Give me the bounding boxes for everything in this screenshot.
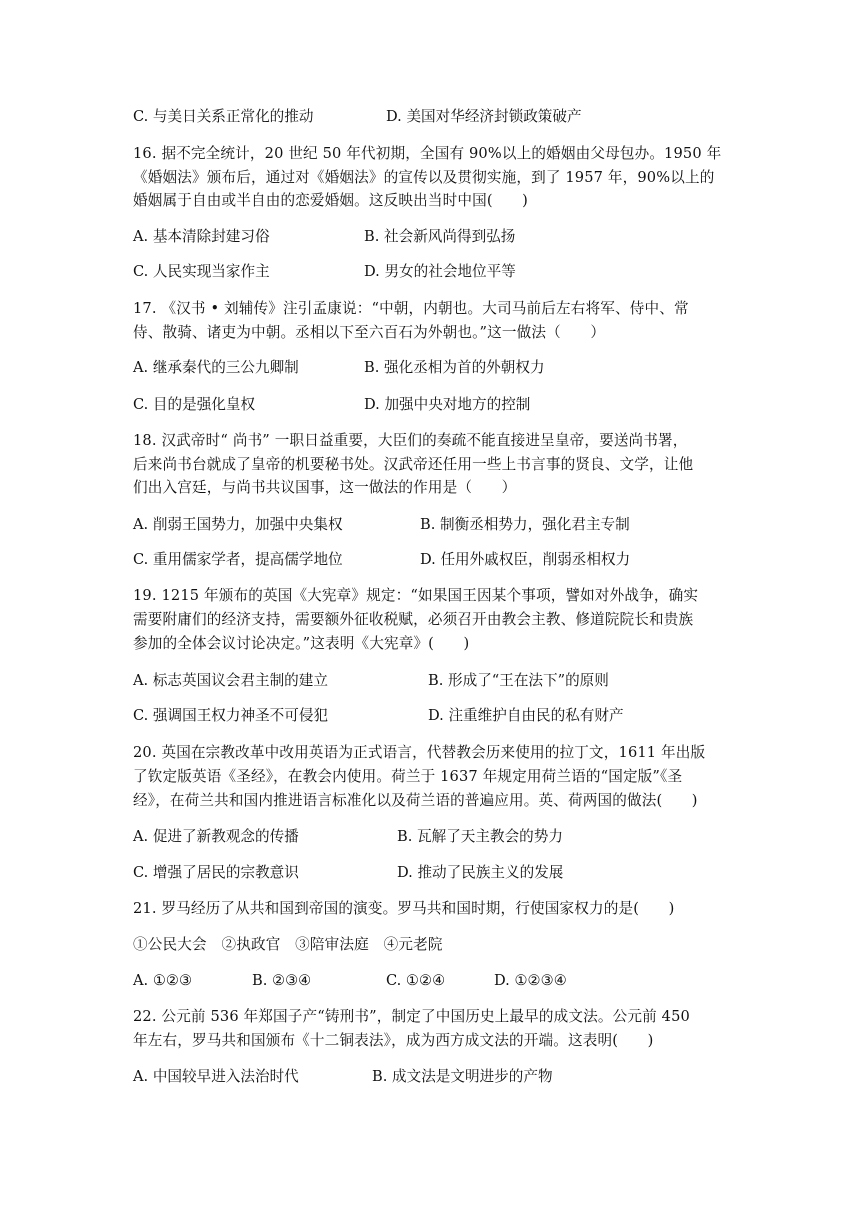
q20-option-a: A. 促进了新教观念的传播 [133, 828, 299, 845]
q16-option-c: C. 人民实现当家作主 [133, 263, 270, 280]
q21-option-b: B. ②③④ [252, 972, 312, 989]
q21-option-d: D. ①②③④ [494, 972, 567, 989]
q20-option-c: C. 增强了居民的宗教意识 [133, 864, 299, 881]
q15-option-c: C. 与美日关系正常化的推动 [133, 108, 314, 125]
q21-option-c: C. ①②④ [386, 972, 446, 989]
q18-option-c: C. 重用儒家学者，提高儒学地位 [133, 551, 343, 568]
q18-option-a: A. 削弱王国势力，加强中央集权 [133, 516, 343, 533]
q20-option-d: D. 推动了民族主义的发展 [397, 864, 564, 881]
q18-stem-line-2: 后来尚书台就成了皇帝的机要秘书处。汉武帝还任用一些上书言事的贤良、文学，让他 [133, 456, 694, 473]
q22-option-b: B. 成文法是文明进步的产物 [372, 1068, 553, 1085]
q20-stem-line-1: 20. 英国在宗教改革中改用英语为正式语言，代替教会历来使用的拉丁文，1611 年出版 [133, 744, 706, 761]
q20-stem-line-3: 经》，在荷兰共和国内推进语言标准化以及荷兰语的普遍应用。英、荷两国的做法( ) [133, 792, 698, 809]
q17-option-a: A. 继承秦代的三公九卿制 [133, 359, 299, 376]
q22-stem-line-2: 年左右，罗马共和国颁布《十二铜表法》，成为西方成文法的开端。这表明( ) [133, 1032, 654, 1049]
q18-option-b: B. 制衡丞相势力，强化君主专制 [420, 516, 630, 533]
q16-stem-line-2: 《婚姻法》颁布后，通过对《婚姻法》的宣传以及贯彻实施，到了 1957 年，90%以上的 [133, 169, 715, 186]
q22-stem-line-1: 22. 公元前 536 年郑国子产“铸刑书”，制定了中国历史上最早的成文法。公元前 450 [133, 1008, 690, 1025]
q17-option-d: D. 加强中央对地方的控制 [364, 396, 531, 413]
q21-statement-list: ①公民大会 ②执政官 ③陪审法庭 ④元老院 [133, 936, 443, 953]
q19-option-c: C. 强调国王权力神圣不可侵犯 [133, 707, 329, 724]
q17-option-c: C. 目的是强化皇权 [133, 396, 256, 413]
q16-stem-line-1: 16. 据不完全统计，20 世纪 50 年代初期，全国有 90%以上的婚姻由父母包办。1950 年 [133, 145, 722, 162]
q18-stem-line-3: 们出入宫廷，与尚书共议国事，这一做法的作用是（ ） [133, 479, 517, 496]
q16-option-d: D. 男女的社会地位平等 [364, 263, 516, 280]
q21-stem-line-1: 21. 罗马经历了从共和国到帝国的演变。罗马共和国时期，行使国家权力的是( ) [133, 900, 675, 917]
q18-stem-line-1: 18. 汉武帝时“ 尚书” 一职日益重要，大臣们的奏疏不能直接进呈皇帝，要送尚书署， [133, 432, 688, 449]
q19-option-d: D. 注重维护自由民的私有财产 [428, 707, 624, 724]
q17-option-b: B. 强化丞相为首的外朝权力 [364, 359, 545, 376]
q17-stem-line-2: 侍、散骑、诸吏为中朝。丞相以下至六百石为外朝也。”这一做法（ ） [133, 324, 606, 341]
q19-option-a: A. 标志英国议会君主制的建立 [133, 672, 328, 689]
q15-option-d: D. 美国对华经济封锁政策破产 [386, 108, 582, 125]
q16-stem-line-3: 婚姻属于自由或半自由的恋爱婚姻。这反映出当时中国( ) [133, 192, 529, 209]
q19-option-b: B. 形成了“王在法下”的原则 [428, 672, 609, 689]
q16-option-a: A. 基本清除封建习俗 [133, 228, 270, 245]
q21-option-a: A. ①②③ [133, 972, 193, 989]
q20-stem-line-2: 了钦定版英语《圣经》，在教会内使用。荷兰于 1637 年规定用荷兰语的“国定版”《圣 [133, 768, 683, 785]
q17-stem-line-1: 17. 《汉书 • 刘辅传》注引孟康说：“中朝，内朝也。大司马前后左右将军、侍中、常 [133, 300, 689, 317]
q20-option-b: B. 瓦解了天主教会的势力 [397, 828, 563, 845]
q16-option-b: B. 社会新风尚得到弘扬 [364, 228, 516, 245]
q22-option-a: A. 中国较早进入法治时代 [133, 1068, 299, 1085]
q19-stem-line-3: 参加的全体会议讨论决定。”这表明《大宪章》( ) [133, 635, 470, 652]
q19-stem-line-1: 19. 1215 年颁布的英国《大宪章》规定：“如果国王因某个事项，譬如对外战争，确实 [133, 587, 699, 604]
q19-stem-line-2: 需要附庸们的经济支持，需要额外征收税赋，必须召开由教会主教、修道院院长和贵族 [133, 611, 694, 628]
q18-option-d: D. 任用外戚权臣，削弱丞相权力 [420, 551, 631, 568]
